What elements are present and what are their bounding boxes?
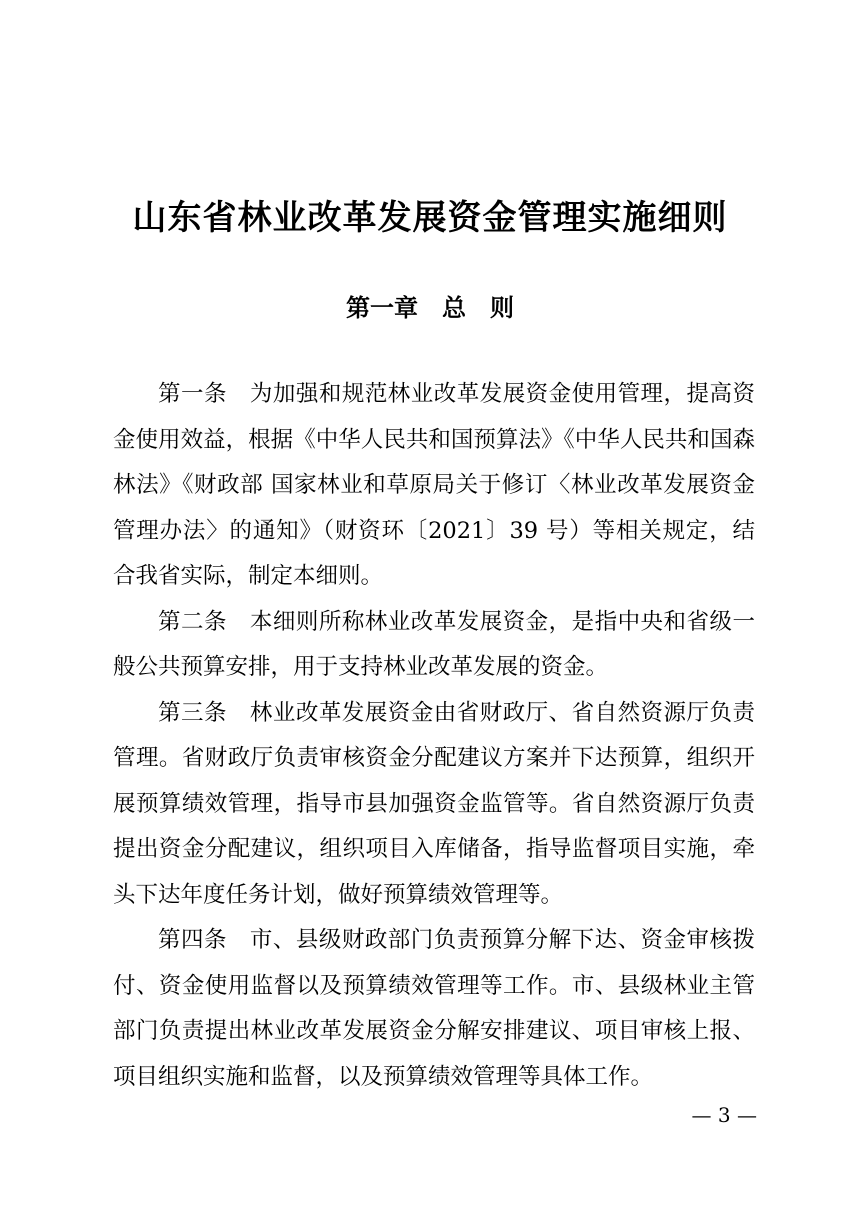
article-text: 本细则所称林业改革发展资金，是指中央和省级一般公共预算安排，用于支持林业改革发展的资金。 — [113, 608, 755, 680]
chapter-title: 第一章 总 则 — [346, 293, 514, 322]
article-text: 林业改革发展资金由省财政厅、省自然资源厅负责管理。省财政厅负责审核资金分配建议方案并下达预算，组织开展预算绩效管理，指导市县加强资金监管等。省自然资源厅负责提出资金分配建议，组织项目入库储备，指导监督项目实施，牵头下达年度任务计划，做好预算绩效管理等。 — [113, 699, 755, 908]
document-body — [113, 372, 755, 1100]
article-text: 为加强和规范林业改革发展资金使用管理，提高资金使用效益，根据《中华人民共和国预算法》《中华人民共和国森林法》《财政部 国家林业和草原局关于修订〈林业改革发展资金管理办法〉的通知》（财资环〔2021〕39 号）等相关规定，结合我省实际，制定本细则。 — [113, 381, 755, 589]
document-title: 山东省林业改革发展资金管理实施细则 — [132, 198, 728, 238]
article-label: 第三条 — [158, 699, 250, 726]
article-1 — [113, 372, 755, 600]
article-4 — [113, 918, 755, 1100]
article-3 — [113, 691, 755, 919]
article-label: 第四条 — [158, 927, 250, 953]
article-label: 第二条 — [158, 608, 250, 635]
article-2 — [113, 600, 755, 691]
page-number: — 3 — — [691, 1103, 757, 1127]
article-text: 市、县级财政部门负责预算分解下达、资金审核拨付、资金使用监督以及预算绩效管理等工作。市、县级林业主管部门负责提出林业改革发展资金分解安排建议、项目审核上报、项目组织实施和监督，以及预算绩效管理等具体工作。 — [113, 927, 755, 1090]
article-label: 第一条 — [158, 381, 250, 407]
